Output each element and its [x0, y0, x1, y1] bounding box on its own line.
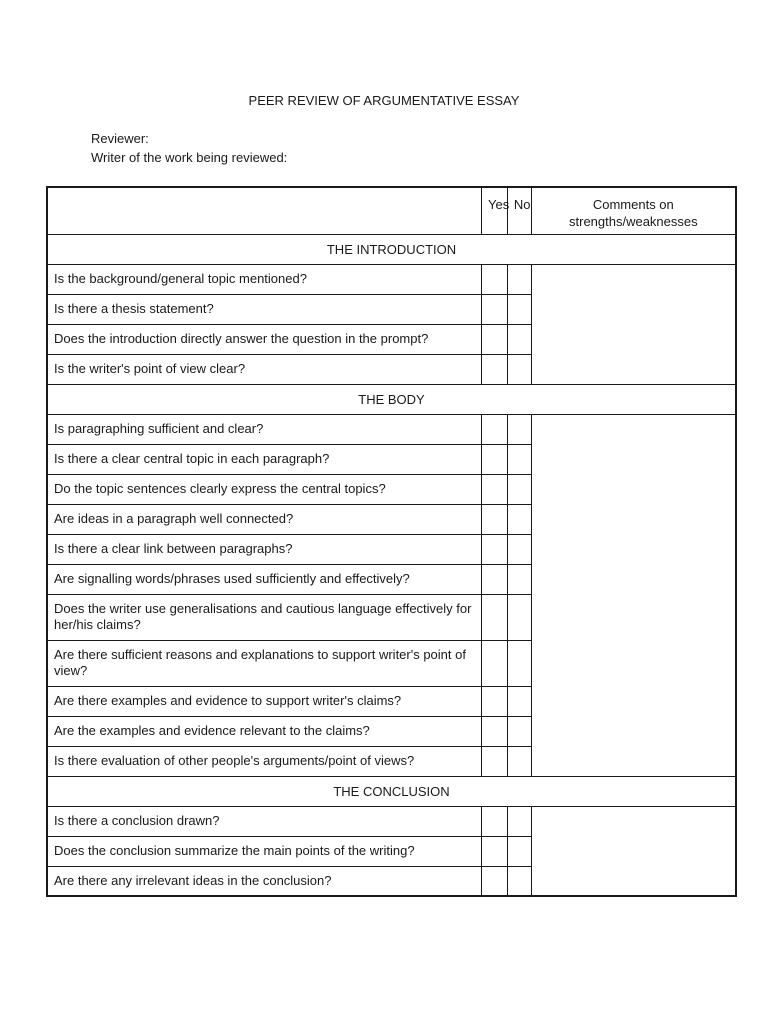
- no-checkbox-cell[interactable]: [507, 444, 531, 474]
- yes-checkbox-cell[interactable]: [482, 474, 508, 504]
- no-checkbox-cell[interactable]: [507, 640, 531, 686]
- no-checkbox-cell[interactable]: [507, 504, 531, 534]
- no-checkbox-cell[interactable]: [507, 564, 531, 594]
- no-checkbox-cell[interactable]: [507, 806, 531, 836]
- no-checkbox-cell[interactable]: [507, 324, 531, 354]
- section-row-body: [47, 384, 736, 414]
- question-text: Is the background/general topic mentioned?: [47, 264, 482, 294]
- no-checkbox-cell[interactable]: [507, 716, 531, 746]
- question-text: Is there evaluation of other people's arguments/point of views?: [47, 746, 482, 776]
- yes-checkbox-cell[interactable]: [482, 414, 508, 444]
- header-row: [47, 187, 736, 234]
- no-header: No: [507, 187, 531, 234]
- yes-checkbox-cell[interactable]: [482, 534, 508, 564]
- comments-header: Comments on strengths/weaknesses: [531, 187, 736, 234]
- yes-header: Yes: [482, 187, 508, 234]
- no-checkbox-cell[interactable]: [507, 264, 531, 294]
- no-checkbox-cell[interactable]: [507, 534, 531, 564]
- yes-checkbox-cell[interactable]: [482, 716, 508, 746]
- yes-checkbox-cell[interactable]: [482, 294, 508, 324]
- no-checkbox-cell[interactable]: [507, 414, 531, 444]
- yes-checkbox-cell[interactable]: [482, 354, 508, 384]
- question-text: Does the conclusion summarize the main points of the writing?: [47, 836, 482, 866]
- question-text: Do the topic sentences clearly express the central topics?: [47, 474, 482, 504]
- no-checkbox-cell[interactable]: [507, 866, 531, 896]
- section-row-introduction: [47, 234, 736, 264]
- question-text: Are there examples and evidence to support writer's claims?: [47, 686, 482, 716]
- question-text: Are the examples and evidence relevant to the claims?: [47, 716, 482, 746]
- page-title: PEER REVIEW OF ARGUMENTATIVE ESSAY: [248, 93, 520, 108]
- comments-cell-body[interactable]: [531, 414, 736, 776]
- question-text: Are there sufficient reasons and explanations to support writer's point of view?: [47, 640, 482, 686]
- yes-checkbox-cell[interactable]: [482, 594, 508, 640]
- yes-checkbox-cell[interactable]: [482, 264, 508, 294]
- section-title: THE INTRODUCTION: [47, 234, 736, 264]
- question-text: Does the writer use generalisations and cautious language effectively for her/his claims?: [47, 594, 482, 640]
- yes-checkbox-cell[interactable]: [482, 746, 508, 776]
- section-row-conclusion: [47, 776, 736, 806]
- question-row: [47, 264, 736, 294]
- no-checkbox-cell[interactable]: [507, 474, 531, 504]
- question-text: Is there a clear central topic in each paragraph?: [47, 444, 482, 474]
- section-title: THE BODY: [47, 384, 736, 414]
- review-table: [46, 186, 737, 897]
- no-checkbox-cell[interactable]: [507, 594, 531, 640]
- question-text: Does the introduction directly answer the question in the prompt?: [47, 324, 482, 354]
- question-text: Is paragraphing sufficient and clear?: [47, 414, 482, 444]
- yes-checkbox-cell[interactable]: [482, 504, 508, 534]
- question-text: Is there a conclusion drawn?: [47, 806, 482, 836]
- question-text: Are ideas in a paragraph well connected?: [47, 504, 482, 534]
- question-text: Are signalling words/phrases used sufficiently and effectively?: [47, 564, 482, 594]
- no-checkbox-cell[interactable]: [507, 836, 531, 866]
- section-title: THE CONCLUSION: [47, 776, 736, 806]
- reviewer-label: Reviewer:: [91, 131, 149, 146]
- writer-label: Writer of the work being reviewed:: [91, 150, 288, 165]
- question-text: Are there any irrelevant ideas in the conclusion?: [47, 866, 482, 896]
- no-checkbox-cell[interactable]: [507, 686, 531, 716]
- no-checkbox-cell[interactable]: [507, 354, 531, 384]
- question-text: Is there a thesis statement?: [47, 294, 482, 324]
- yes-checkbox-cell[interactable]: [482, 640, 508, 686]
- question-row: [47, 414, 736, 444]
- comments-cell-conclusion[interactable]: [531, 806, 736, 896]
- question-text: Is there a clear link between paragraphs?: [47, 534, 482, 564]
- question-row: [47, 806, 736, 836]
- yes-checkbox-cell[interactable]: [482, 444, 508, 474]
- yes-checkbox-cell[interactable]: [482, 686, 508, 716]
- comments-cell-introduction[interactable]: [531, 264, 736, 384]
- no-checkbox-cell[interactable]: [507, 746, 531, 776]
- yes-checkbox-cell[interactable]: [482, 836, 508, 866]
- no-checkbox-cell[interactable]: [507, 294, 531, 324]
- yes-checkbox-cell[interactable]: [482, 866, 508, 896]
- question-header-cell: [47, 187, 482, 234]
- question-text: Is the writer's point of view clear?: [47, 354, 482, 384]
- yes-checkbox-cell[interactable]: [482, 806, 508, 836]
- yes-checkbox-cell[interactable]: [482, 324, 508, 354]
- yes-checkbox-cell[interactable]: [482, 564, 508, 594]
